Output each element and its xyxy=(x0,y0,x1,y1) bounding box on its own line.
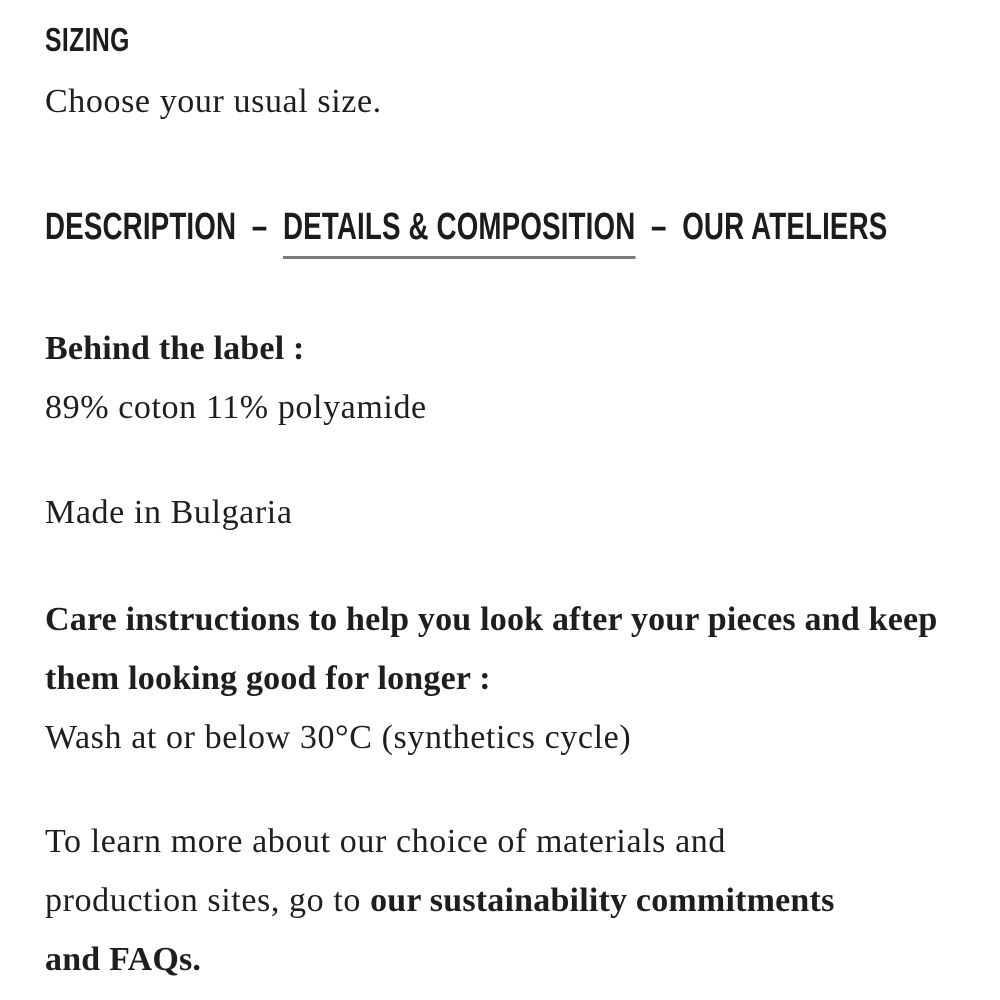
sizing-heading-label: SIZING xyxy=(45,21,130,58)
made-in-text: Made in Bulgaria xyxy=(45,494,293,531)
tab-separator: – xyxy=(251,206,268,248)
care-section xyxy=(45,590,960,767)
sizing-heading xyxy=(45,20,960,64)
tab-details-composition[interactable]: DETAILS & COMPOSITION xyxy=(283,206,635,259)
tab-our-ateliers[interactable]: OUR ATELIERS xyxy=(682,206,888,248)
sustainability-commitments-link[interactable]: our sustainability commitments and FAQs. xyxy=(45,882,835,978)
care-instructions-heading: Care instructions to help you look after your pieces and keep them looking good for longer : xyxy=(45,601,938,697)
wash-instruction-text: Wash at or below 30°C (synthetics cycle) xyxy=(45,719,632,756)
composition-section xyxy=(45,319,960,542)
sustainability-paragraph xyxy=(45,812,860,989)
sizing-advice-text: Choose your usual size. xyxy=(45,83,382,120)
sustainability-text-prefix: To learn more about our choice of materials and production sites, go to xyxy=(45,823,727,919)
sizing-section xyxy=(45,20,960,131)
details-tab-bar xyxy=(45,203,960,259)
materials-text: 89% coton 11% polyamide xyxy=(45,389,427,426)
behind-the-label-heading: Behind the label : xyxy=(45,330,305,367)
tab-separator: – xyxy=(651,206,667,248)
details-tab-bar-inner xyxy=(45,203,887,251)
tab-description[interactable]: DESCRIPTION xyxy=(45,206,237,248)
sustainability-section xyxy=(45,812,960,989)
